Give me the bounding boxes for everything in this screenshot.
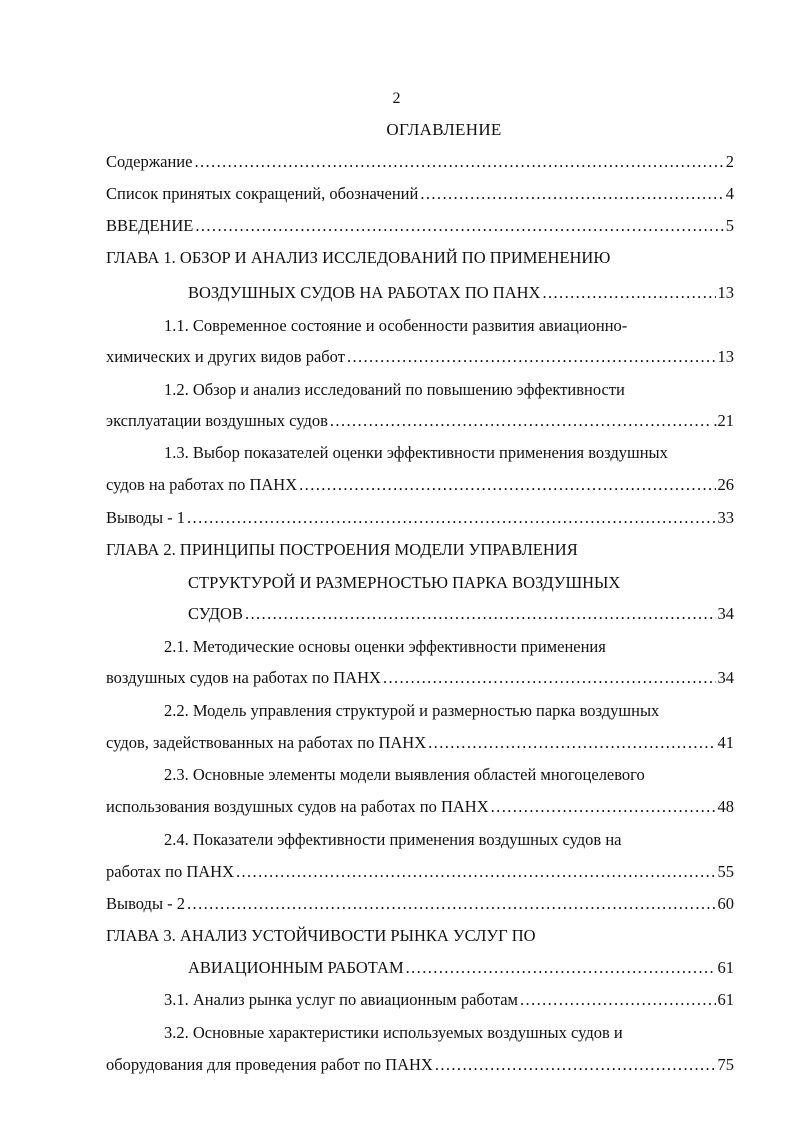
dot-leader	[542, 282, 715, 304]
toc-entry-page: 34	[717, 604, 734, 623]
toc-entry-page: 2	[725, 152, 734, 171]
toc-chapter-2-line2: СТРУКТУРОЙ И РАЗМЕРНОСТЬЮ ПАРКА ВОЗДУШНЫХ	[188, 573, 621, 592]
toc-section-3-1	[164, 989, 734, 1011]
toc-entry-abbreviations	[106, 183, 734, 205]
toc-chapter-1	[188, 282, 734, 304]
toc-entry-page: 13	[717, 347, 734, 366]
dot-leader	[491, 796, 716, 818]
toc-entry-page: 26	[717, 475, 734, 494]
dot-leader	[187, 893, 715, 915]
toc-entry-text: Выводы - 2	[106, 894, 186, 913]
toc-chapter-2	[188, 603, 734, 625]
toc-entry-text: Содержание	[106, 152, 193, 171]
dot-leader	[435, 1054, 716, 1076]
dot-leader	[406, 957, 716, 979]
toc-section-2-3-line1: 2.3. Основные элементы модели выявления областей многоцелевого	[164, 765, 645, 784]
dot-leader	[347, 346, 716, 368]
toc-section-3-2-line1: 3.2. Основные характеристики используемых воздушных судов и	[164, 1023, 623, 1042]
dot-leader	[236, 861, 716, 883]
toc-entry-text: химических и других видов работ	[106, 347, 345, 366]
toc-entry-page: 33	[717, 508, 734, 527]
toc-section-1-3-line1: 1.3. Выбор показателей оценки эффективности применения воздушных	[164, 443, 668, 462]
toc-entry-text: Список принятых сокращений, обозначений	[106, 184, 419, 203]
toc-entry-page: 75	[717, 1055, 734, 1074]
dot-leader	[195, 215, 723, 237]
toc-section-1-1	[106, 346, 734, 368]
toc-entry-page: .21	[713, 411, 734, 430]
toc-entry-text: ВВЕДЕНИЕ	[106, 216, 194, 235]
toc-entry-text: эксплуатации воздушных судов	[106, 411, 328, 430]
page-number: 2	[392, 90, 401, 107]
toc-entry-text: СУДОВ	[188, 604, 243, 623]
toc-conclusions-2	[106, 893, 734, 915]
toc-entry-text: АВИАЦИОННЫМ РАБОТАМ	[188, 958, 404, 977]
toc-section-2-2	[106, 732, 734, 754]
toc-entry-text: использования воздушных судов на работах по ПАНХ	[106, 797, 489, 816]
toc-section-3-2	[106, 1054, 734, 1076]
dot-leader	[420, 183, 723, 205]
toc-chapter-1-line1: ГЛАВА 1. ОБЗОР И АНАЛИЗ ИССЛЕДОВАНИЙ ПО ПРИМЕНЕНИЮ	[106, 248, 611, 267]
toc-section-1-2-line1: 1.2. Обзор и анализ исследований по повышению эффективности	[164, 380, 625, 399]
dot-leader	[383, 667, 716, 689]
toc-entry-text: оборудования для проведения работ по ПАНХ	[106, 1055, 433, 1074]
toc-entry-text: воздушных судов на работах по ПАНХ	[106, 668, 381, 687]
toc-entry-contents	[106, 151, 734, 173]
toc-entry-text: судов, задействованных на работах по ПАНХ	[106, 733, 427, 752]
toc-entry-text: 3.1. Анализ рынка услуг по авиационным работам	[164, 990, 519, 1009]
toc-section-2-4	[106, 861, 734, 883]
toc-entry-introduction	[106, 215, 734, 237]
dot-leader	[299, 474, 715, 496]
toc-entry-page: 41	[717, 733, 734, 752]
toc-entry-page: 13	[717, 283, 734, 302]
toc-section-2-3	[106, 796, 734, 818]
toc-entry-page: 61	[717, 990, 734, 1009]
toc-entry-page: 5	[725, 216, 734, 235]
toc-entry-page: 34	[717, 668, 734, 687]
toc-section-1-1-line1: 1.1. Современное состояние и особенности развития авиационно-	[164, 316, 628, 335]
toc-conclusions-1	[106, 507, 734, 529]
toc-entry-text: Выводы - 1	[106, 508, 186, 527]
toc-section-2-4-line1: 2.4. Показатели эффективности применения воздушных судов на	[164, 830, 622, 849]
toc-entry-page: 48	[717, 797, 734, 816]
toc-chapter-2-line1: ГЛАВА 2. ПРИНЦИПЫ ПОСТРОЕНИЯ МОДЕЛИ УПРАВЛЕНИЯ	[106, 540, 578, 559]
dot-leader	[520, 989, 715, 1011]
toc-section-2-2-line1: 2.2. Модель управления структурой и размерностью парка воздушных	[164, 701, 660, 720]
toc-entry-page: 4	[725, 184, 734, 203]
toc-section-1-2	[106, 410, 734, 432]
toc-section-2-1-line1: 2.1. Методические основы оценки эффективности применения	[164, 637, 606, 656]
dot-leader	[194, 151, 723, 173]
dot-leader	[330, 410, 711, 432]
toc-entry-text: ВОЗДУШНЫХ СУДОВ НА РАБОТАХ ПО ПАНХ	[188, 283, 541, 302]
toc-chapter-3-line1: ГЛАВА 3. АНАЛИЗ УСТОЙЧИВОСТИ РЫНКА УСЛУГ ПО	[106, 926, 536, 945]
toc-entry-text: судов на работах по ПАНХ	[106, 475, 298, 494]
toc-section-1-3	[106, 474, 734, 496]
dot-leader	[428, 732, 715, 754]
dot-leader	[245, 603, 716, 625]
toc-chapter-3	[188, 957, 734, 979]
dot-leader	[187, 507, 715, 529]
toc-entry-text: работах по ПАНХ	[106, 862, 234, 881]
toc-section-2-1	[106, 667, 734, 689]
toc-entry-page: 55	[717, 862, 734, 881]
toc-entry-page: 60	[717, 894, 734, 913]
toc-entry-page: 61	[717, 958, 734, 977]
toc-title: ОГЛАВЛЕНИЕ	[386, 120, 502, 139]
